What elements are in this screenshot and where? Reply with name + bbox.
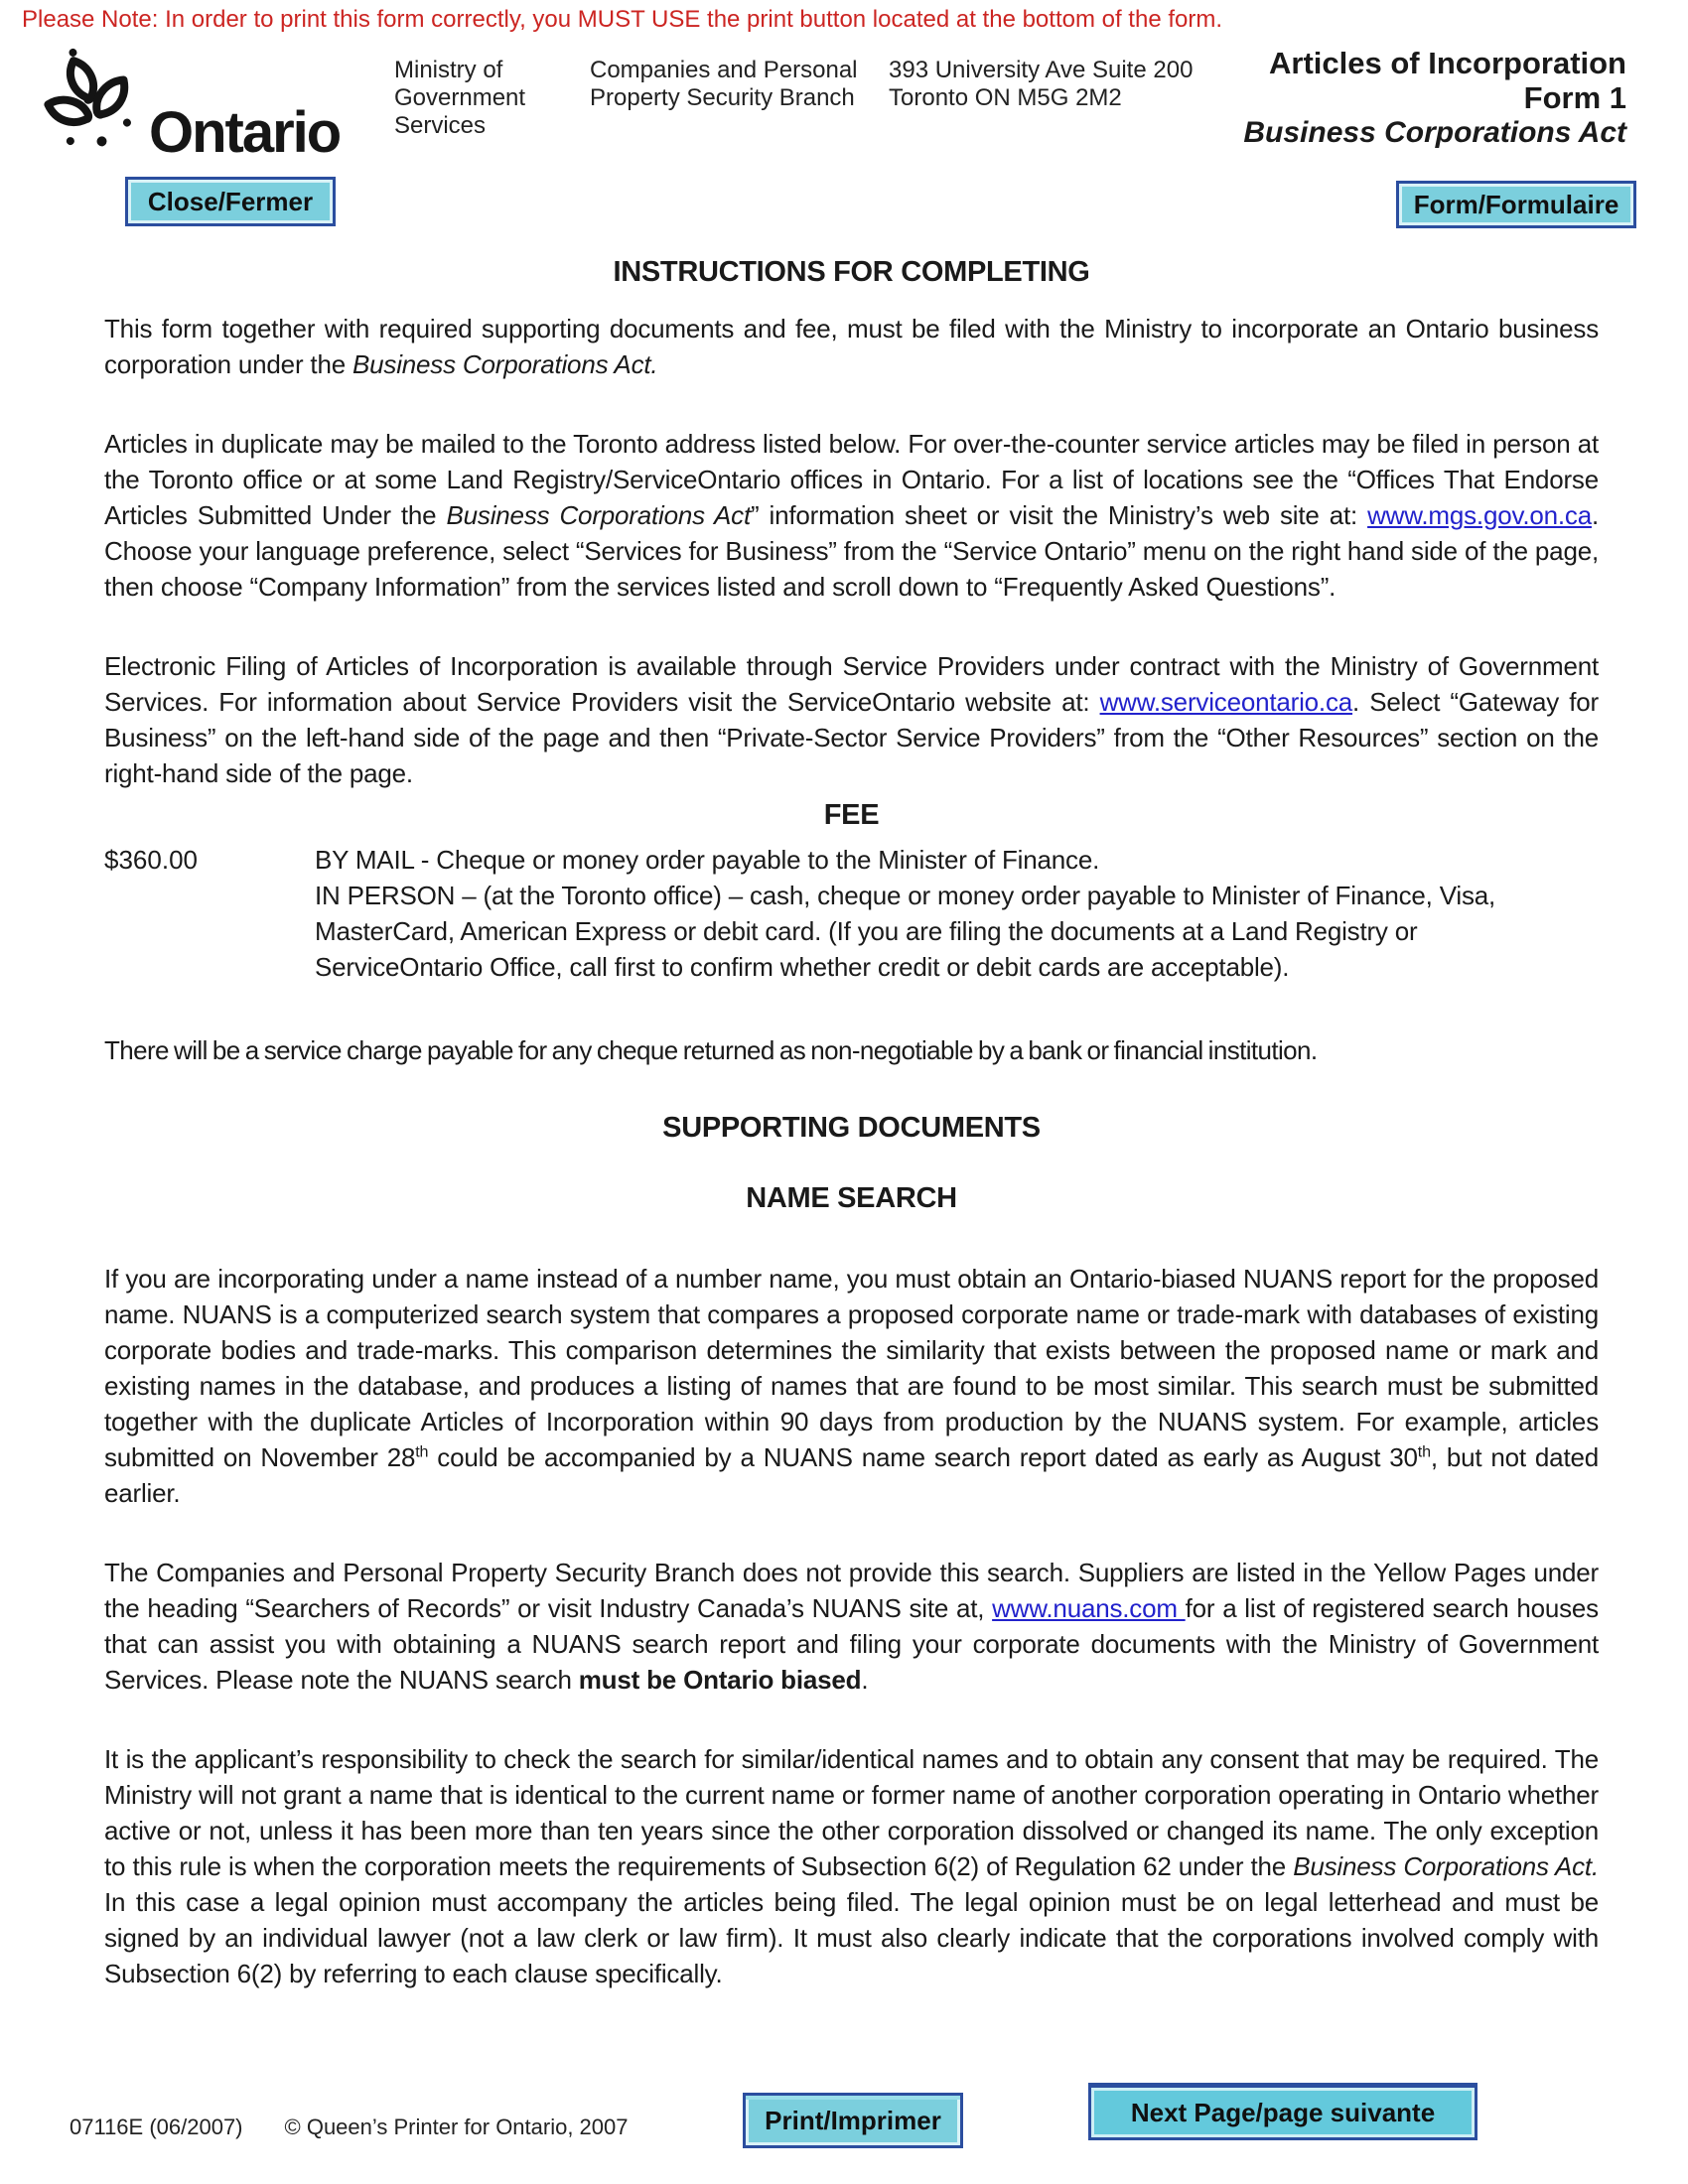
print-notice: Please Note: In order to print this form correctly, you MUST USE the print button located at the bottom of the form. bbox=[22, 6, 1222, 33]
fee-by-mail bbox=[315, 842, 1498, 878]
instructions-document bbox=[104, 256, 1599, 1991]
supporting-documents-heading: SUPPORTING DOCUMENTS bbox=[662, 1112, 1041, 1144]
nuans-website-link[interactable]: www.nuans.com bbox=[992, 1593, 1186, 1623]
form-number-title: Form 1 bbox=[1523, 80, 1626, 115]
copyright-notice: © Queen’s Printer for Ontario, 2007 bbox=[284, 2115, 629, 2139]
text-run: Articles in duplicate may be mailed to the Toronto address listed below. For over-the-counter service articles may be filed in person at the Toronto office or at some Land Registry/ServiceOntario offices in Ontario. For a list of locations see the “Offices That Endorse Articles Submitted Under the bbox=[104, 429, 1599, 530]
form-code: 07116E (06/2007) bbox=[70, 2115, 243, 2139]
text-run: In this case a legal opinion must accompany the articles being filed. The legal opinion must be on legal letterhead and must be signed by an individual lawyer (not a law clerk or law firm). It must also clearly indicate that the corporations involved comply with Subsection 6(2) by referring to each clause specifically. bbox=[104, 1887, 1599, 1988]
mailing-paragraph bbox=[104, 426, 1599, 605]
text-run: It is the applicant’s responsibility to check the search for similar/identical names and to obtain any consent that may be required. The Ministry will not grant a name that is identical to the current name or former name of another corporation operating in Ontario whether active or not, unless it has been more than ten years since the other corporation dissolved or changed its name. The only exception to this rule is when the corporation meets the requirements of Subsection 6(2) of Regulation 62 under the bbox=[104, 1744, 1599, 1881]
text-run: for a list of registered search houses that can assist you with obtaining a NUANS search report and filing your corporate documents with the Ministry of Government Services. Please note the NUANS search bbox=[104, 1593, 1599, 1695]
nuans-paragraph bbox=[104, 1261, 1599, 1511]
text-run: . bbox=[861, 1665, 869, 1695]
superscript-text: th bbox=[1417, 1442, 1431, 1461]
fee-in-person bbox=[315, 878, 1498, 985]
mgs-website-link[interactable]: www.mgs.gov.on.ca bbox=[1367, 500, 1592, 530]
serviceontario-website-link[interactable]: www.serviceontario.ca bbox=[1099, 687, 1353, 717]
text-run: This form together with required supporting documents and fee, must be filed with the Ministry to incorporate an Ontario business corporation under the bbox=[104, 314, 1599, 379]
superscript-text: th bbox=[415, 1442, 429, 1461]
next-page-button[interactable]: Next Page/page suivante bbox=[1088, 2083, 1477, 2140]
trillium-icon bbox=[40, 46, 143, 169]
text-run: . Select “Gateway for Business” on the left-hand side of the page and then “Private-Sector Service Providers” from the “Other Resources” section on the right-hand side of the page. bbox=[104, 687, 1599, 788]
form-title: Articles of Incorporation bbox=[1269, 46, 1626, 80]
text-run: , but not dated earlier. bbox=[104, 1442, 1599, 1508]
text-run: ” information sheet or visit the Ministry’s web site at: bbox=[751, 500, 1368, 530]
responsibility-paragraph bbox=[104, 1741, 1599, 1991]
text-run: BY MAIL - Cheque or money order payable to the Minister of Finance. bbox=[315, 845, 1100, 875]
text-run: The Companies and Personal Property Security Branch does not provide this search. Suppliers are listed in the Yellow Pages under the heading “Searchers of Records” or visit Industry Canada’s NUANS site at, bbox=[104, 1558, 1599, 1623]
close-button[interactable]: Close/Fermer bbox=[125, 177, 336, 226]
text-run: If you are incorporating under a name instead of a number name, you must obtain an Ontario-biased NUANS report for the proposed name. NUANS is a computerized search system that compares a proposed corporate name or trade-mark with databases of existing corporate bodies and trade-marks. This comparison determines the similarity that exists between the proposed name or mark and existing names in the database, and produces a listing of names that are found to be most similar. This search must be submitted together with the duplicate Articles of Incorporation within 90 days from production by the NUANS system. For example, articles submitted on November 28 bbox=[104, 1264, 1599, 1472]
fee-amount: $360.00 bbox=[104, 845, 198, 875]
act-title: Business Corporations Act bbox=[1243, 116, 1626, 149]
intro-paragraph bbox=[104, 311, 1599, 382]
text-run: Business Corporations Act. bbox=[352, 349, 658, 379]
print-button[interactable]: Print/Imprimer bbox=[743, 2093, 963, 2148]
text-run: . Choose your language preference, select “Services for Business” from the “Service Ontario” menu on the right hand side of the page, then choose “Company Information” from the services listed and scroll down to “Frequently Asked Questions”. bbox=[104, 500, 1599, 602]
efiling-paragraph bbox=[104, 648, 1599, 791]
text-run: Electronic Filing of Articles of Incorporation is available through Service Providers under contract with the Ministry of Government Services. For information about Service Providers visit the ServiceOntario website at: bbox=[104, 651, 1599, 717]
footer-text bbox=[70, 2115, 629, 2140]
fee-details bbox=[315, 842, 1498, 985]
text-run: could be accompanied by a NUANS name search report dated as early as August 30 bbox=[428, 1442, 1418, 1472]
name-search-heading: NAME SEARCH bbox=[746, 1182, 957, 1214]
suppliers-paragraph bbox=[104, 1555, 1599, 1698]
text-run: Business Corporations Act. bbox=[1293, 1851, 1599, 1881]
service-charge-note: There will be a service charge payable for any cheque returned as non-negotiable by a bank or financial institution. bbox=[104, 1035, 1318, 1065]
text-run: Business Corporations Act bbox=[446, 500, 751, 530]
fee-block bbox=[104, 842, 1599, 985]
text-run: IN PERSON – (at the Toronto office) – cash, cheque or money order payable to Minister of Finance, Visa, MasterCard, American Express or debit card. (If you are filing the documents at a Land Registry or ServiceOntario Office, call first to confirm whether credit or debit cards are acceptable). bbox=[315, 881, 1496, 982]
form-title-block bbox=[1243, 46, 1626, 150]
ontario-wordmark: Ontario bbox=[149, 100, 341, 165]
instructions-heading: INSTRUCTIONS FOR COMPLETING bbox=[613, 256, 1090, 288]
ontario-trillium-logo bbox=[40, 46, 143, 174]
text-run: must be Ontario biased bbox=[578, 1665, 862, 1695]
ministry-name: Ministry of Government Services bbox=[394, 57, 526, 139]
branch-name: Companies and Personal Property Security Branch bbox=[590, 57, 858, 111]
fee-heading: FEE bbox=[823, 799, 880, 831]
branch-address: 393 University Ave Suite 200 Toronto ON M5G 2M2 bbox=[889, 57, 1194, 111]
form-button[interactable]: Form/Formulaire bbox=[1396, 181, 1636, 228]
